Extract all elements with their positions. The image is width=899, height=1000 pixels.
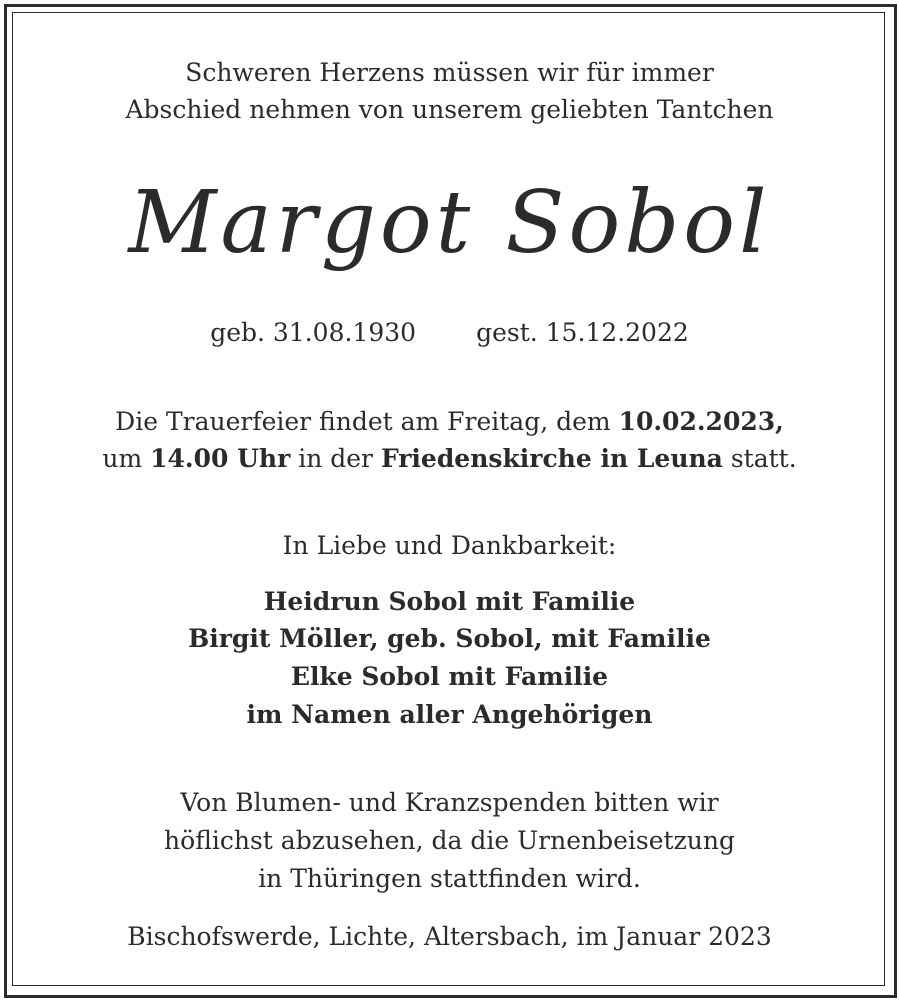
death-date: gest. 15.12.2022 <box>476 318 689 347</box>
note-line-1: Von Blumen- und Kranzspenden bitten wir <box>180 788 719 817</box>
mourner-line: Heidrun Sobol mit Familie <box>263 587 636 616</box>
mourner-line: im Namen aller Angehörigen <box>246 700 653 729</box>
birth-date: geb. 31.08.1930 <box>210 318 417 347</box>
service-text: in der <box>290 444 381 473</box>
note-line-3: in Thüringen stattfinden wird. <box>258 864 641 893</box>
service-time: 14.00 Uhr <box>150 444 291 473</box>
note-line-2: höflichst abzusehen, da die Urnenbeisetzung <box>164 826 735 855</box>
service-line-2 <box>0 444 899 474</box>
mourner-line: Elke Sobol mit Familie <box>290 662 609 691</box>
mourner-line: Birgit Möller, geb. Sobol, mit Familie <box>188 624 711 653</box>
service-date: 10.02.2023, <box>618 407 784 436</box>
intro-line-2: Abschied nehmen von unserem geliebten Tantchen <box>125 95 774 124</box>
footer-line: Bischofswerde, Lichte, Altersbach, im Januar 2023 <box>127 922 772 951</box>
service-line-1 <box>0 407 899 437</box>
service-text: Die Trauerfeier findet am Freitag, dem <box>115 407 619 436</box>
service-place: Friedenskirche in Leuna <box>380 444 723 473</box>
life-dates <box>0 318 899 348</box>
intro-line-1: Schweren Herzens müssen wir für immer <box>185 58 714 87</box>
deceased-name: Margot Sobol <box>128 173 771 273</box>
service-text: statt. <box>722 444 797 473</box>
service-text: um <box>102 444 151 473</box>
gratitude-line: In Liebe und Dankbarkeit: <box>282 531 617 560</box>
